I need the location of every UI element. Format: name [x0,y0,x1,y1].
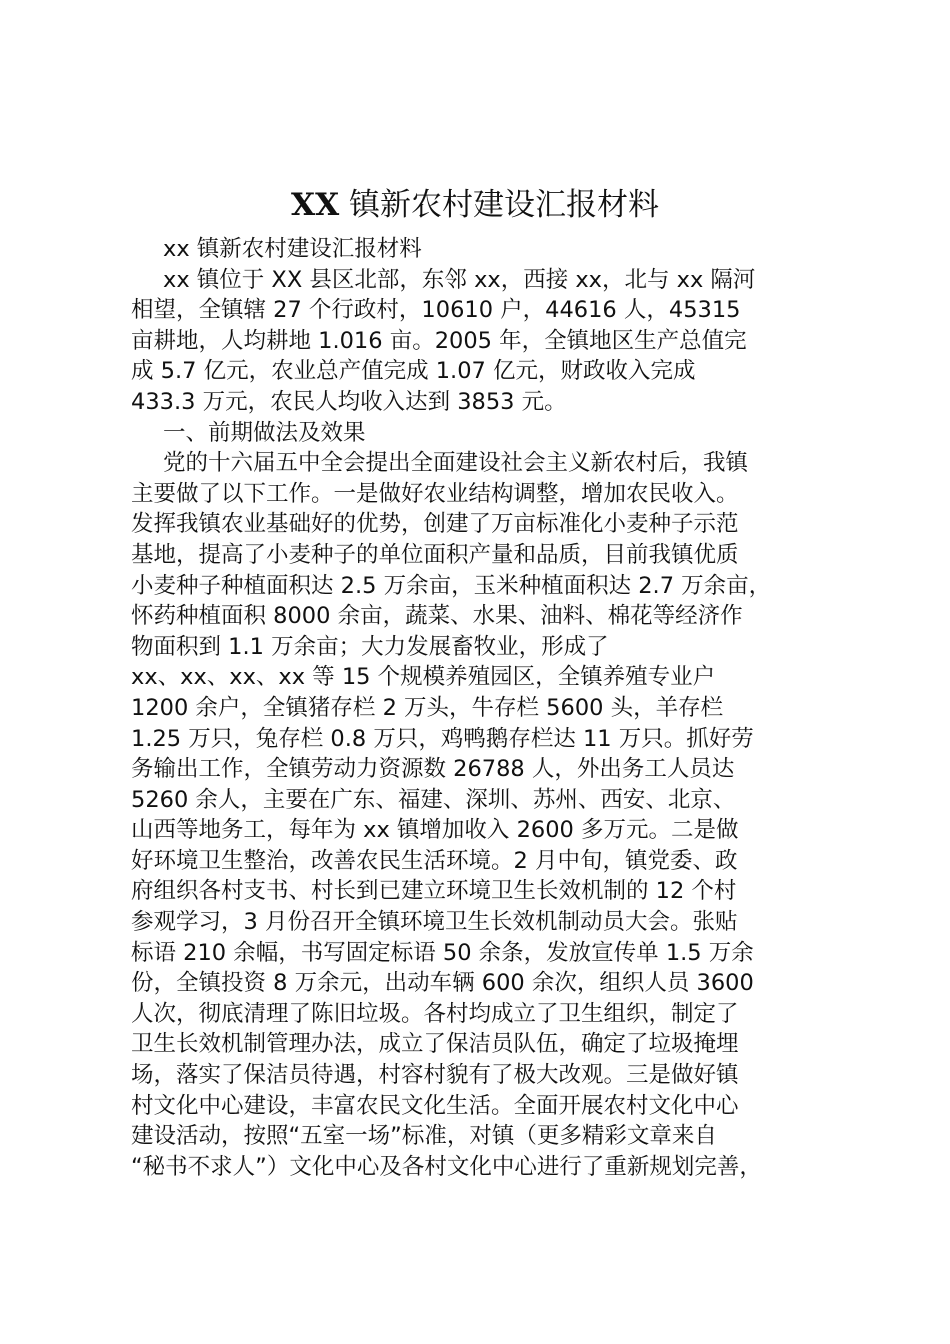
body-line: 5260 余人，主要在广东、福建、深圳、苏州、西安、北京、 [131,786,736,813]
body-line: 份，全镇投资 8 万余元，出动车辆 600 余次，组织人员 3600 [131,970,754,997]
body-line: 怀药种植面积 8000 余亩，蔬菜、水果、油料、棉花等经济作 [131,603,743,630]
body-line: xx 镇新农村建设汇报材料 [163,236,422,262]
body-line: 发挥我镇农业基础好的优势，创建了万亩标准化小麦种子示范 [131,511,739,538]
body-line: 成 5.7 亿元，农业总产值完成 1.07 亿元，财政收入完成 [131,358,696,385]
body-line: 好环境卫生整治，改善农民生活环境。2 月中旬，镇党委、政 [131,847,738,874]
body-line: 物面积到 1.1 万余亩；大力发展畜牧业，形成了 [131,633,609,660]
body-line: xx 镇位于 XX 县区北部，东邻 xx，西接 xx，北与 xx 隔河 [163,266,756,293]
body-line: 场，落实了保洁员待遇，村容村貌有了极大改观。三是做好镇 [131,1062,739,1089]
body-line: 村文化中心建设，丰富农民文化生活。全面开展农村文化中心 [131,1092,739,1119]
document-title [0,183,950,227]
body-line: 参观学习，3 月份召开全镇环境卫生长效机制动员大会。张贴 [131,909,738,936]
document-title-latin: XX [291,187,340,223]
body-line: 1200 余户，全镇猪存栏 2 万头，牛存栏 5600 头，羊存栏 [131,694,724,721]
body-line: 一、前期做法及效果 [163,419,366,446]
body-line: 主要做了以下工作。一是做好农业结构调整，增加农民收入。 [131,480,739,507]
document-body [131,234,831,1182]
body-line: “秘书不求人”）文化中心及各村文化中心进行了重新规划完善， [131,1153,762,1180]
body-line: 人次，彻底清理了陈旧垃圾。各村均成立了卫生组织，制定了 [131,1000,739,1027]
body-line: 基地，提高了小麦种子的单位面积产量和品质，目前我镇优质 [131,541,739,568]
body-line: 小麦种子种植面积达 2.5 万余亩，玉米种植面积达 2.7 万余亩， [131,572,772,599]
body-line: xx、xx、xx、xx 等 15 个规模养殖园区，全镇养殖专业户 [131,664,716,691]
document-title-text: 镇新农村建设汇报材料 [339,187,659,223]
body-line: 相望，全镇辖 27 个行政村，10610 户，44616 人，45315 [131,297,741,324]
body-line: 卫生长效机制管理办法，成立了保洁员队伍，确定了垃圾掩埋 [131,1031,739,1058]
body-line: 府组织各村支书、村长到已建立环境卫生长效机制的 12 个村 [131,878,737,905]
body-line: 党的十六届五中全会提出全面建设社会主义新农村后，我镇 [163,450,749,477]
body-line: 1.25 万只，兔存栏 0.8 万只，鸡鸭鹅存栏达 11 万只。抓好劳 [131,725,754,752]
body-line: 务输出工作，全镇劳动力资源数 26788 人，外出务工人员达 [131,756,735,783]
body-line: 亩耕地，人均耕地 1.016 亩。2005 年，全镇地区生产总值完 [131,327,747,354]
body-line: 建设活动，按照“五室一场”标准，对镇（更多精彩文章来自 [131,1123,717,1150]
body-line: 标语 210 余幅，书写固定标语 50 余条，发放宣传单 1.5 万余 [131,939,754,966]
body-line: 山西等地务工，每年为 xx 镇增加收入 2600 多万元。二是做 [131,817,739,844]
body-line: 433.3 万元，农民人均收入达到 3853 元。 [131,388,567,415]
